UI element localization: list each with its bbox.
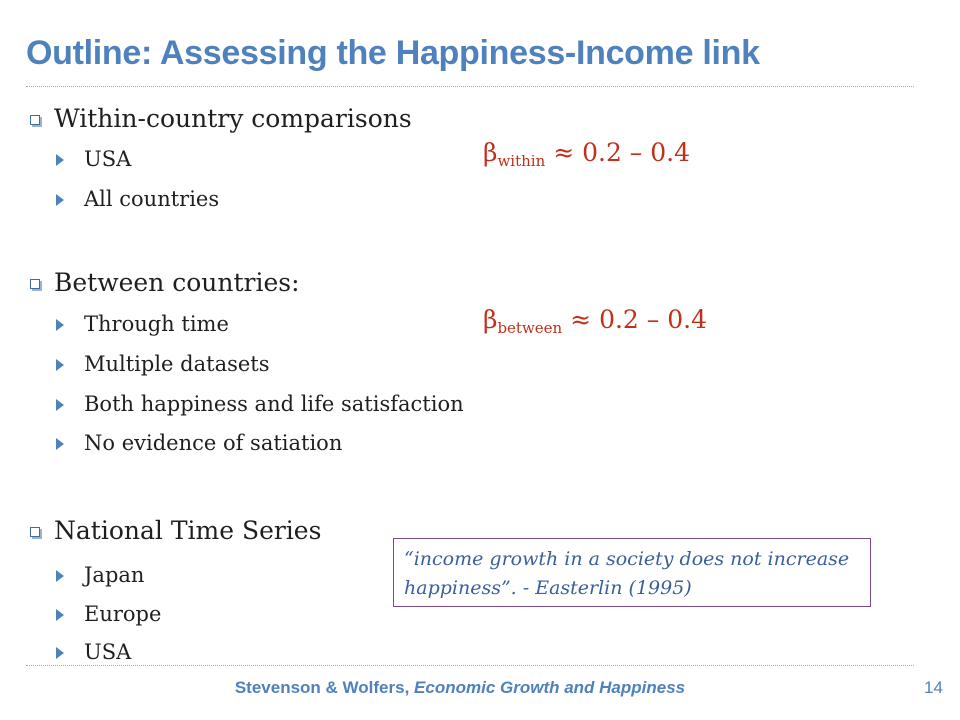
square-bullet-icon <box>30 527 40 537</box>
list-item-text: Both happiness and life satisfaction <box>84 392 464 416</box>
arrow-bullet-icon <box>56 570 64 582</box>
title-divider <box>26 86 914 87</box>
list-item <box>56 147 131 171</box>
list-item-text: All countries <box>84 187 220 211</box>
list-item <box>56 352 270 376</box>
beta-symbol: β <box>483 305 498 334</box>
beta-subscript: between <box>497 319 563 337</box>
footer-divider <box>26 665 914 666</box>
list-item <box>56 640 131 664</box>
footer-work-title: Economic Growth and Happiness <box>414 678 686 697</box>
arrow-bullet-icon <box>56 154 64 166</box>
beta-within-estimate <box>483 138 690 170</box>
arrow-bullet-icon <box>56 359 64 371</box>
list-item-text: Through time <box>84 312 229 336</box>
arrow-bullet-icon <box>56 194 64 206</box>
list-item <box>56 602 161 626</box>
beta-between-estimate <box>483 305 707 337</box>
easterlin-quote-box: “income growth in a society does not increase happiness”. - Easterlin (1995) <box>393 538 871 607</box>
list-item-text: Europe <box>84 602 162 626</box>
section-heading-between <box>30 268 300 297</box>
footer-authors: Stevenson & Wolfers, <box>234 678 415 697</box>
arrow-bullet-icon <box>56 319 64 331</box>
list-item <box>56 431 342 455</box>
beta-value: ≈ 0.2 – 0.4 <box>570 305 707 334</box>
slide-title: Outline: Assessing the Happiness-Income link <box>26 34 760 72</box>
list-item-text: USA <box>84 640 132 664</box>
section-heading-text: Within-country comparisons <box>54 104 412 133</box>
square-bullet-icon <box>30 279 40 289</box>
list-item <box>56 392 464 416</box>
beta-symbol: β <box>483 138 498 167</box>
section-heading-within <box>30 104 412 133</box>
list-item <box>56 563 144 587</box>
beta-subscript: within <box>497 152 546 170</box>
section-heading-text: Between countries: <box>54 268 300 297</box>
square-bullet-icon <box>30 115 40 125</box>
list-item <box>56 187 219 211</box>
list-item-text: Japan <box>84 563 145 587</box>
list-item <box>56 312 229 336</box>
arrow-bullet-icon <box>56 609 64 621</box>
arrow-bullet-icon <box>56 438 64 450</box>
arrow-bullet-icon <box>56 399 64 411</box>
arrow-bullet-icon <box>56 647 64 659</box>
footer-citation <box>0 678 920 698</box>
beta-value: ≈ 0.2 – 0.4 <box>553 138 691 167</box>
list-item-text: USA <box>84 147 132 171</box>
list-item-text: Multiple datasets <box>84 352 270 376</box>
page-number: 14 <box>924 678 943 697</box>
section-heading-time-series <box>30 516 321 545</box>
list-item-text: No evidence of satiation <box>84 431 343 455</box>
section-heading-text: National Time Series <box>54 516 322 545</box>
